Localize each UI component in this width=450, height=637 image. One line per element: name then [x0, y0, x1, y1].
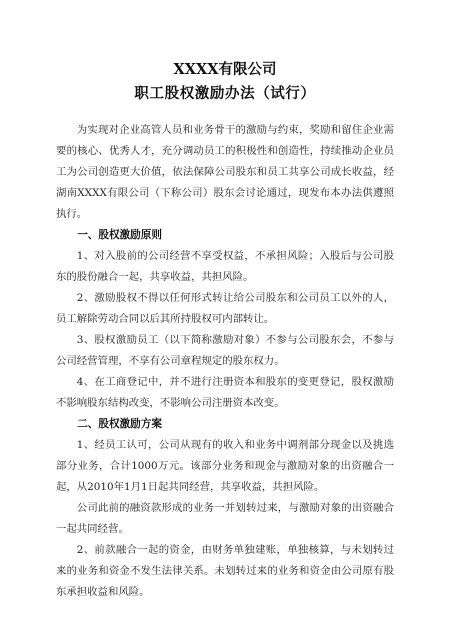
intro-paragraph: 为实现对企业高管人员和业务骨干的激励与约束，奖励和留住企业需要的核心、优秀人才，充分调动员工的积极性和创造性，持续推动企业员工为公司创造更大价值，依法保障公司股东和员工共享公司成长收益，经湖南XXXX有限公司（下称公司）股东会讨论通过，现发布本办法供遵照执行。: [56, 124, 394, 220]
principle-paragraph-3: 3、股权激励员工（以下简称激励对象）不参与公司股东会，不参与公司经营管理，不享有公司章程规定的股东权力。: [56, 334, 394, 367]
plan-paragraph-2: 公司此前的融资款形成的业务一并划转过来，与激励对象的出资融合一起共同经营。: [56, 502, 394, 535]
plan-paragraph-1: 1、经员工认可，公司从现有的收入和业务中调剂部分现金以及挑选部分业务，合计1000万元。该部分业务和现金与激励对象的出资融合一起，从2010年1月1日起共同经营，共享收益，共担风险。: [56, 439, 394, 493]
document-title: 职工股权激励办法（试行）: [134, 85, 316, 102]
company-title: XXXX有限公司: [173, 61, 277, 78]
principle-paragraph-2: 2、激励股权不得以任何形式转让给公司股东和公司员工以外的人，员工解除劳动合同以后其所持股权可内部转让。: [56, 292, 394, 325]
plan-paragraph-3: 2、前款融合一起的资金，由财务单独建账，单独核算，与未划转过来的业务和资金不发生法律关系。未划转过来的业务和资金由公司原有股东承担收益和风险。: [56, 544, 394, 598]
document-body: [56, 120, 394, 603]
section-heading-plan: 二、股权激励方案: [77, 418, 162, 430]
section-heading-principles: 一、股权激励原则: [77, 229, 162, 241]
principle-paragraph-1: 1、对入股前的公司经营不享受权益，不承担风险；入股后与公司股东的股份融合一起，共享收益，共担风险。: [56, 250, 394, 283]
principle-paragraph-4: 4、在工商登记中，并不进行注册资本和股东的变更登记，股权激励不影响股东结构改变，不影响公司注册资本改变。: [56, 376, 394, 409]
